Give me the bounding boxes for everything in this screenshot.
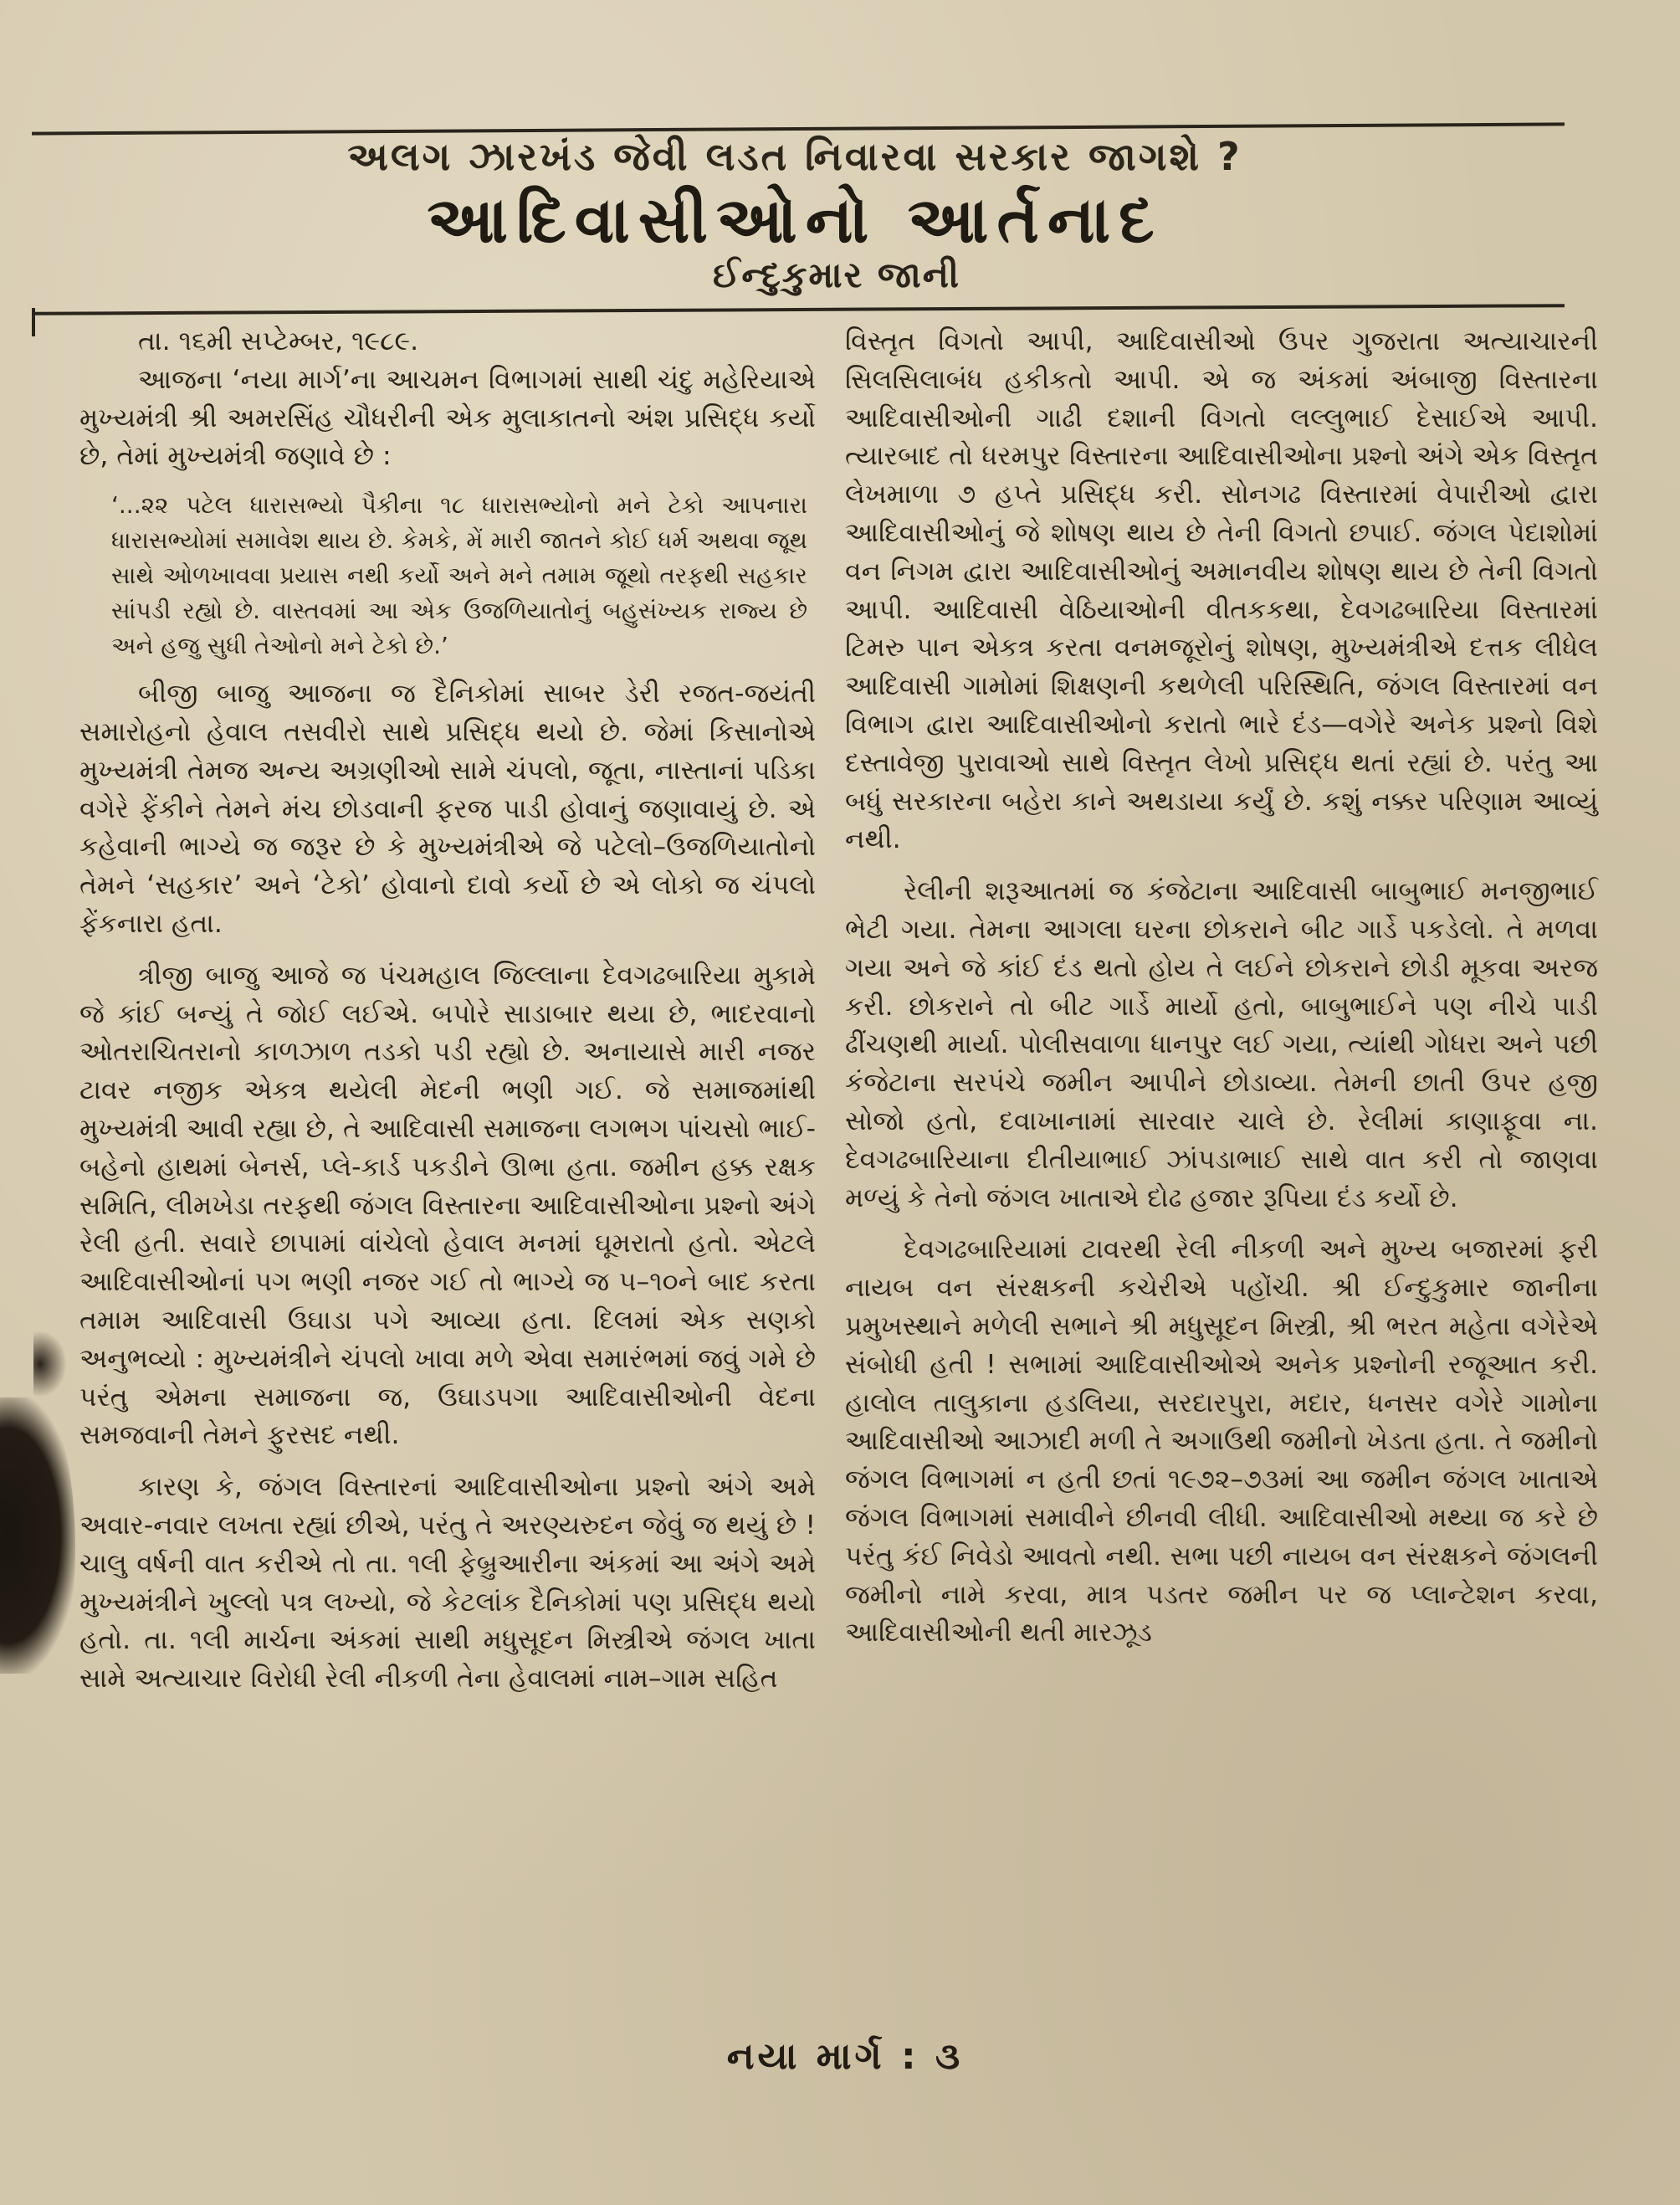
header-rule-tick	[32, 308, 35, 336]
paragraph-devgadh-baria: ત્રીજી બાજુ આજે જ પંચમહાલ જિલ્લાના દેવગઢબારિયા મુકામે જે કાંઈ બન્યું તે જોઈ લઈએ. બપોરે સાડાબાર થયા છે, ભાદરવાનો ઓતરાચિતરાનો કાળઝાળ તડકો પડી રહ્યો છે. અનાયાસે મારી નજર ટાવર નજીક એકત્ર થયેલી મેદની ભણી ગઈ. જે સમાજમાંથી મુખ્યમંત્રી આવી રહ્યા છે, તે આદિવાસી સમાજના લગભગ પાંચસો ભાઈ-બહેનો હાથમાં બેનર્સ, પ્લે-કાર્ડ પકડીને ઊભા હતા. જમીન હક્ક રક્ષક સમિતિ, લીમખેડા તરફથી જંગલ વિસ્તારના આદિવાસીઓના પ્રશ્નો અંગે રેલી હતી. સવારે છાપામાં વાંચેલો હેવાલ મનમાં ઘૂમરાતો હતો. એટલે આદિવાસીઓનાં પગ ભણી નજર ગઈ તો ભાગ્યે જ ૫–૧૦ને બાદ કરતા તમામ આદિવાસી ઉઘાડા પગે આવ્યા હતા. દિલમાં એક સણકો અનુભવ્યો : મુખ્યમંત્રીને ચંપલો ખાવા મળે એવા સમારંભમાં જવું ગમે છે પરંતુ એમના સમાજના જ, ઉઘાડપગા આદિવાસીઓની વેદના સમજવાની તેમને ફુરસદ નથી.	[79, 960, 816, 1451]
paragraph-intro: આજના ‘નયા માર્ગ’ના આચમન વિભાગમાં સાથી ચંદુ મહેરિયાએ મુખ્યમંત્રી શ્રી અમરસિંહ ચૌધરીની એક મુલાકાતનો અંશ પ્રસિદ્ધ કર્યો છે, તેમાં મુખ્યમંત્રી જણાવે છે :	[79, 364, 816, 472]
dateline: તા. ૧૬મી સપ્ટેમ્બર, ૧૯૮૯.	[138, 326, 419, 356]
kicker-headline: અલગ ઝારખંડ જેવી લડત નિવારવા સરકાર જાગશે ?	[347, 134, 1242, 179]
left-column	[79, 323, 816, 1699]
paragraph-rally-start: રેલીની શરૂઆતમાં જ કંજેટાના આદિવાસી બાબુભાઈ મનજીભાઈ ભેટી ગયા. તેમના આગલા ઘરના છોકરાને બીટ ગાર્ડે પકડેલો. તે મળવા ગયા અને જે કાંઈ દંડ થતો હોય તે લઈને છોકરાને છોડી મૂકવા અરજ કરી. છોકરાને તો બીટ ગાર્ડે માર્યો હતો, બાબુભાઈને પણ નીચે પાડી ઢીંચણથી માર્યા. પોલીસવાળા ધાનપુર લઈ ગયા, ત્યાંથી ગોધરા અને પછી કંજેટાના સરપંચે જમીન આપીને છોડાવ્યા. તેમની છાતી ઉપર હજી સોજો હતો, દવાખાનામાં સારવાર ચાલે છે. રેલીમાં કાણાફૂવા ના. દેવગઢબારિયાના દીતીયાભાઈ ઝાંપડાભાઈ સાથે વાત કરી તો જાણવા મળ્યું કે તેનો જંગલ ખાતાએ દોઢ હજાર રૂપિયા દંડ કર્યો છે.	[845, 876, 1598, 1213]
paragraph-reasons: કારણ કે, જંગલ વિસ્તારનાં આદિવાસીઓના પ્રશ્નો અંગે અમે અવાર-નવાર લખતા રહ્યાં છીએ, પરંતુ તે અરણ્યરુદન જેવું જ થયું છે ! ચાલુ વર્ષની વાત કરીએ તો તા. ૧લી ફેબ્રુઆરીના અંકમાં આ અંગે અમે મુખ્યમંત્રીને ખુલ્લો પત્ર લખ્યો, જે કેટલાંક દૈનિકોમાં પણ પ્રસિદ્ધ થયો હતો. તા. ૧લી માર્ચના અંકમાં સાથી મધુસૂદન મિસ્ત્રીએ જંગલ ખાતા સામે અત્યાચાર વિરોધી રેલી નીકળી તેના હેવાલમાં નામ–ગામ સહિત	[79, 1472, 816, 1695]
quote-block: ‘...૨૨ પટેલ ધારાસભ્યો પૈકીના ૧૮ ધારાસભ્યોનો મને ટેકો આપનારા ધારાસભ્યોમાં સમાવેશ થાય છે. કેમકે, મેં મારી જાતને કોઈ ધર્મ અથવા જૂથ સાથે ઓળખાવવા પ્રયાસ નથી કર્યો અને મને તમામ જૂથો તરફથી સહકાર સાંપડી રહ્યો છે. વાસ્તવમાં આ એક ઉજળિયાતોનું બહુસંખ્યક રાજ્ય છે અને હજુ સુધી તેઓનો મને ટેકો છે.’	[111, 491, 807, 660]
author-byline: ઈન્દુકુમાર જાની	[712, 254, 961, 295]
header-rule	[32, 304, 1565, 315]
paragraph-details: વિસ્તૃત વિગતો આપી, આદિવાસીઓ ઉપર ગુજરાતા અત્યાચારની સિલસિલાબંધ હકીકતો આપી. એ જ અંકમાં અંબાજી વિસ્તારના આદિવાસીઓની ગાઢી દશાની વિગતો લલ્લુભાઈ દેસાઈએ આપી. ત્યારબાદ તો ધરમપુર વિસ્તારના આદિવાસીઓના પ્રશ્નો અંગે એક વિસ્તૃત લેખમાળા ૭ હપ્તે પ્રસિદ્ધ કરી. સોનગઢ વિસ્તારમાં વેપારીઓ દ્વારા આદિવાસીઓનું જે શોષણ થાય છે તેની વિગતો છપાઈ. જંગલ પેદાશોમાં વન નિગમ દ્વારા આદિવાસીઓનું અમાનવીય શોષણ થાય છે તેની વિગતો આપી. આદિવાસી વેઠિયાઓની વીતકકથા, દેવગઢબારિયા વિસ્તારમાં ટિમરુ પાન એકત્ર કરતા વનમજૂરોનું શોષણ, મુખ્યમંત્રીએ દત્તક લીધેલ આદિવાસી ગામોમાં શિક્ષણની કથળેલી પરિસ્થિતિ, જંગલ વિસ્તારમાં વન વિભાગ દ્વારા આદિવાસીઓનો કરાતો ભારે દંડ—વગેરે અનેક પ્રશ્નો વિશે દસ્તાવેજી પુરાવાઓ સાથે વિસ્તૃત લેખો પ્રસિદ્ધ થતાં રહ્યાં છે. પરંતુ આ બધું સરકારના બહેરા કાને અથડાયા કર્યું છે. કશું નક્કર પરિણામ આવ્યું નથી.	[845, 326, 1598, 855]
paragraph-sabar-dairy: બીજી બાજુ આજના જ દૈનિકોમાં સાબર ડેરી રજત-જયંતી સમારોહનો હેવાલ તસવીરો સાથે પ્રસિદ્ધ થયો છે. જેમાં કિસાનોએ મુખ્યમંત્રી તેમજ અન્ય અગ્રણીઓ સામે ચંપલો, જૂતા, નાસ્તાનાં પડિકા વગેરે ફેંકીને તેમને મંચ છોડવાની ફરજ પાડી હોવાનું જણાવાયું છે. એ કહેવાની ભાગ્યે જ જરૂર છે કે મુખ્યમંત્રીએ જે પટેલો–ઉજળિયાતોનો તેમને ‘સહકાર’ અને ‘ટેકો’ હોવાનો દાવો કર્યો છે એ લોકો જ ચંપલો ફેંકનારા હતા.	[79, 679, 816, 939]
main-headline: આદિવાસીઓનો આર્તનાદ	[427, 182, 1163, 257]
paragraph-meeting: દેવગઢબારિયામાં ટાવરથી રેલી નીકળી અને મુખ્ય બજારમાં ફરી નાયબ વન સંરક્ષકની કચેરીએ પહોંચી. શ્રી ઈન્દુકુમાર જાનીના પ્રમુખસ્થાને મળેલી સભાને શ્રી મધુસૂદન મિસ્ત્રી, શ્રી ભરત મહેતા વગેરેએ સંબોધી હતી ! સભામાં આદિવાસીઓએ અનેક પ્રશ્નોની રજૂઆત કરી. હાલોલ તાલુકાના હડલિયા, સરદારપુરા, મદાર, ધનસર વગેરે ગામોના આદિવાસીઓ આઝાદી મળી તે અગાઉથી જમીનો ખેડતા હતા. તે જમીનો જંગલ વિભાગમાં ન હતી છતાં ૧૯૭૨–૭૩માં આ જમીન જંગલ ખાતાએ જંગલ વિભાગમાં સમાવીને છીનવી લીધી. આદિવાસીઓ મથ્યા જ કરે છે પરંતુ કંઈ નિવેડો આવતો નથી. સભા પછી નાયબ વન સંરક્ષકને જંગલની જમીનો નામે કરવા, માત્ર પડતર જમીન પર જ પ્લાન્ટેશન કરવા, આદિવાસીઓની થતી મારઝૂડ	[845, 1234, 1598, 1649]
right-column	[845, 323, 1598, 1653]
page-footer: નયા માર્ગ : ૩	[726, 2035, 964, 2078]
tear-mark	[33, 1331, 67, 1397]
burn-damage	[0, 1397, 75, 1674]
